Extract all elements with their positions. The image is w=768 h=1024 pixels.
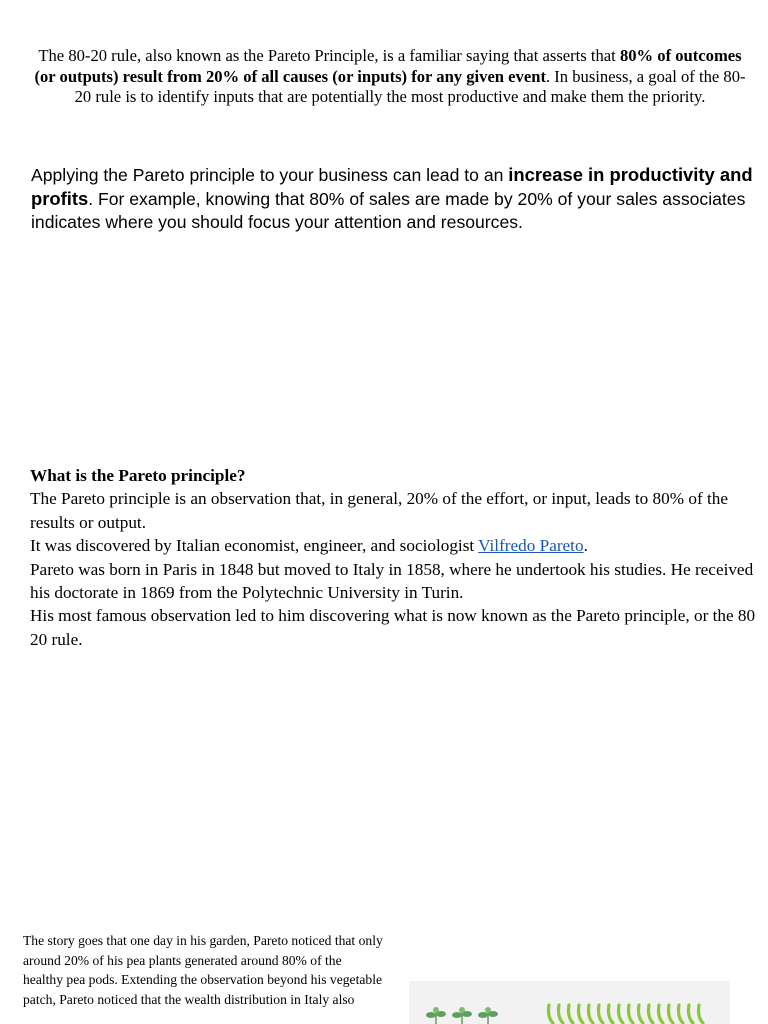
pea-plant-icon	[451, 1007, 473, 1024]
biography-paragraph: Pareto was born in Paris in 1848 but moved to Italy in 1858, where he undertook his studies. He received his doctorate in 1869 from the Polytechnic University in Turin.	[30, 559, 754, 603]
discovery-paragraph	[30, 534, 760, 557]
applying-bold-statement: increase in productivity and profits	[31, 164, 753, 210]
intro-bold-statement: 80% of outcomes (or outputs) result from 20% of all causes (or inputs) for any given event	[34, 46, 742, 86]
pea-pods-row	[545, 1003, 715, 1024]
section-heading: What is the Pareto principle?	[30, 466, 246, 485]
pea-plant-icon	[425, 1007, 447, 1024]
intro-text-end: . In business, a goal of the 80-20 rule is to identify inputs that are potentially the most productive and make them the priority.	[74, 66, 746, 106]
definition-paragraph: The Pareto principle is an observation that, in general, 20% of the effort, or input, leads to 80% of the results or output.	[30, 489, 728, 532]
applying-text-end: . For example, knowing that 80% of sales are made by 20% of your sales associates indicates where you should focus your attention and resources.	[31, 189, 746, 233]
discovery-text: It was discovered by Italian economist, engineer, and sociologist	[30, 536, 479, 556]
pareto-section	[30, 464, 760, 651]
pea-plant-icon	[477, 1007, 499, 1024]
intro-text-start: The 80-20 rule, also known as the Pareto Principle, is a familiar saying that asserts that	[38, 46, 620, 65]
vilfredo-pareto-link[interactable]: Vilfredo Pareto	[478, 536, 584, 556]
intro-paragraph	[30, 46, 750, 108]
observation-paragraph: His most famous observation led to him discovering what is now known as the Pareto principle, or the 80 20 rule.	[30, 606, 756, 649]
story-paragraph: The story goes that one day in his garden, Pareto noticed that only around 20% of his pea plants generated around 80% of the healthy pea pods. Extending the observation beyond his vegetable patch, Pareto noticed that the wealth distribution in Italy also	[23, 933, 383, 1007]
discovery-end: .	[583, 536, 588, 556]
pea-plants-illustration	[409, 981, 730, 1024]
applying-paragraph	[31, 163, 761, 235]
applying-text-start: Applying the Pareto principle to your business can lead to an	[31, 165, 509, 185]
